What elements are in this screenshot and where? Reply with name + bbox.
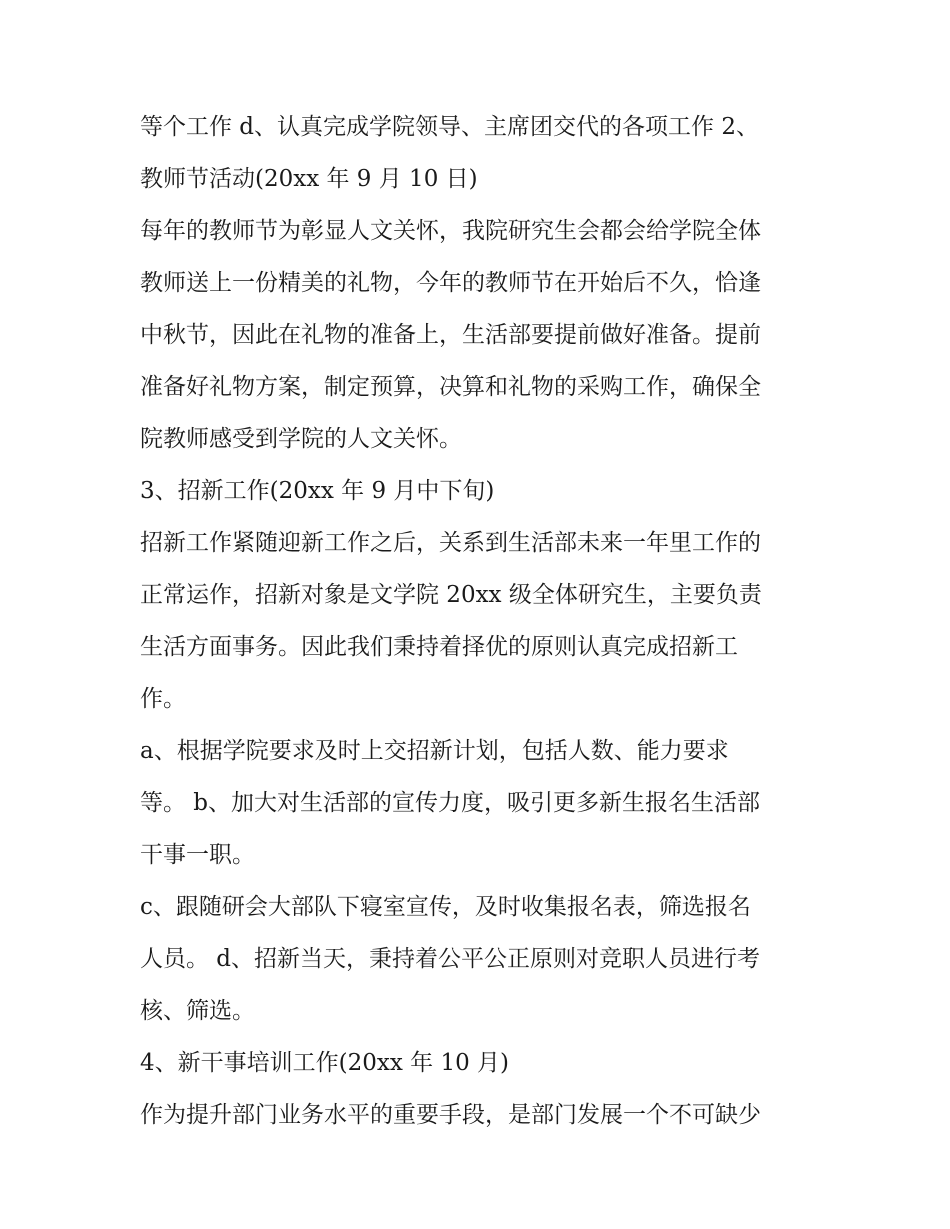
text-line: 生活方面事务。因此我们秉持着择优的原则认真完成招新工 — [140, 634, 738, 660]
text-line: 院教师感受到学院的人文关怀。 — [140, 426, 462, 452]
list-item: 等。 b、加大对生活部的宣传力度，吸引更多新生报名生活部 — [140, 790, 761, 816]
list-item: 核、筛选。 — [140, 998, 255, 1024]
text-line: 中秋节，因此在礼物的准备上，生活部要提前做好准备。提前 — [140, 322, 761, 348]
text-line: 教师送上一份精美的礼物，今年的教师节在开始后不久，恰逢 — [140, 270, 761, 296]
section-heading: 4、新干事培训工作(20xx 年 10 月) — [140, 1050, 509, 1076]
text-line: 正常运作，招新对象是文学院 20xx 级全体研究生，主要负责 — [140, 582, 762, 608]
list-item: 干事一职。 — [140, 842, 255, 868]
list-item: c、跟随研会大部队下寝室宣传，及时收集报名表，筛选报名 — [140, 894, 751, 920]
text-line: 招新工作紧随迎新工作之后，关系到生活部未来一年里工作的 — [140, 530, 761, 556]
text-line: 准备好礼物方案，制定预算，决算和礼物的采购工作，确保全 — [140, 374, 761, 400]
text-line: 作。 — [140, 686, 186, 712]
section-heading: 3、招新工作(20xx 年 9 月中下旬) — [140, 478, 495, 504]
document-body — [140, 101, 820, 1141]
text-line: 每年的教师节为彰显人文关怀，我院研究生会都会给学院全体 — [140, 218, 761, 244]
text-line: 等个工作 d、认真完成学院领导、主席团交代的各项工作 2、 — [140, 114, 759, 140]
text-line: 作为提升部门业务水平的重要手段，是部门发展一个不可缺少 — [140, 1102, 761, 1128]
list-item: 人员。 d、招新当天，秉持着公平公正原则对竞职人员进行考 — [140, 946, 761, 972]
section-heading: 教师节活动(20xx 年 9 月 10 日) — [140, 166, 478, 192]
list-item: a、根据学院要求及时上交招新计划，包括人数、能力要求 — [140, 738, 729, 764]
